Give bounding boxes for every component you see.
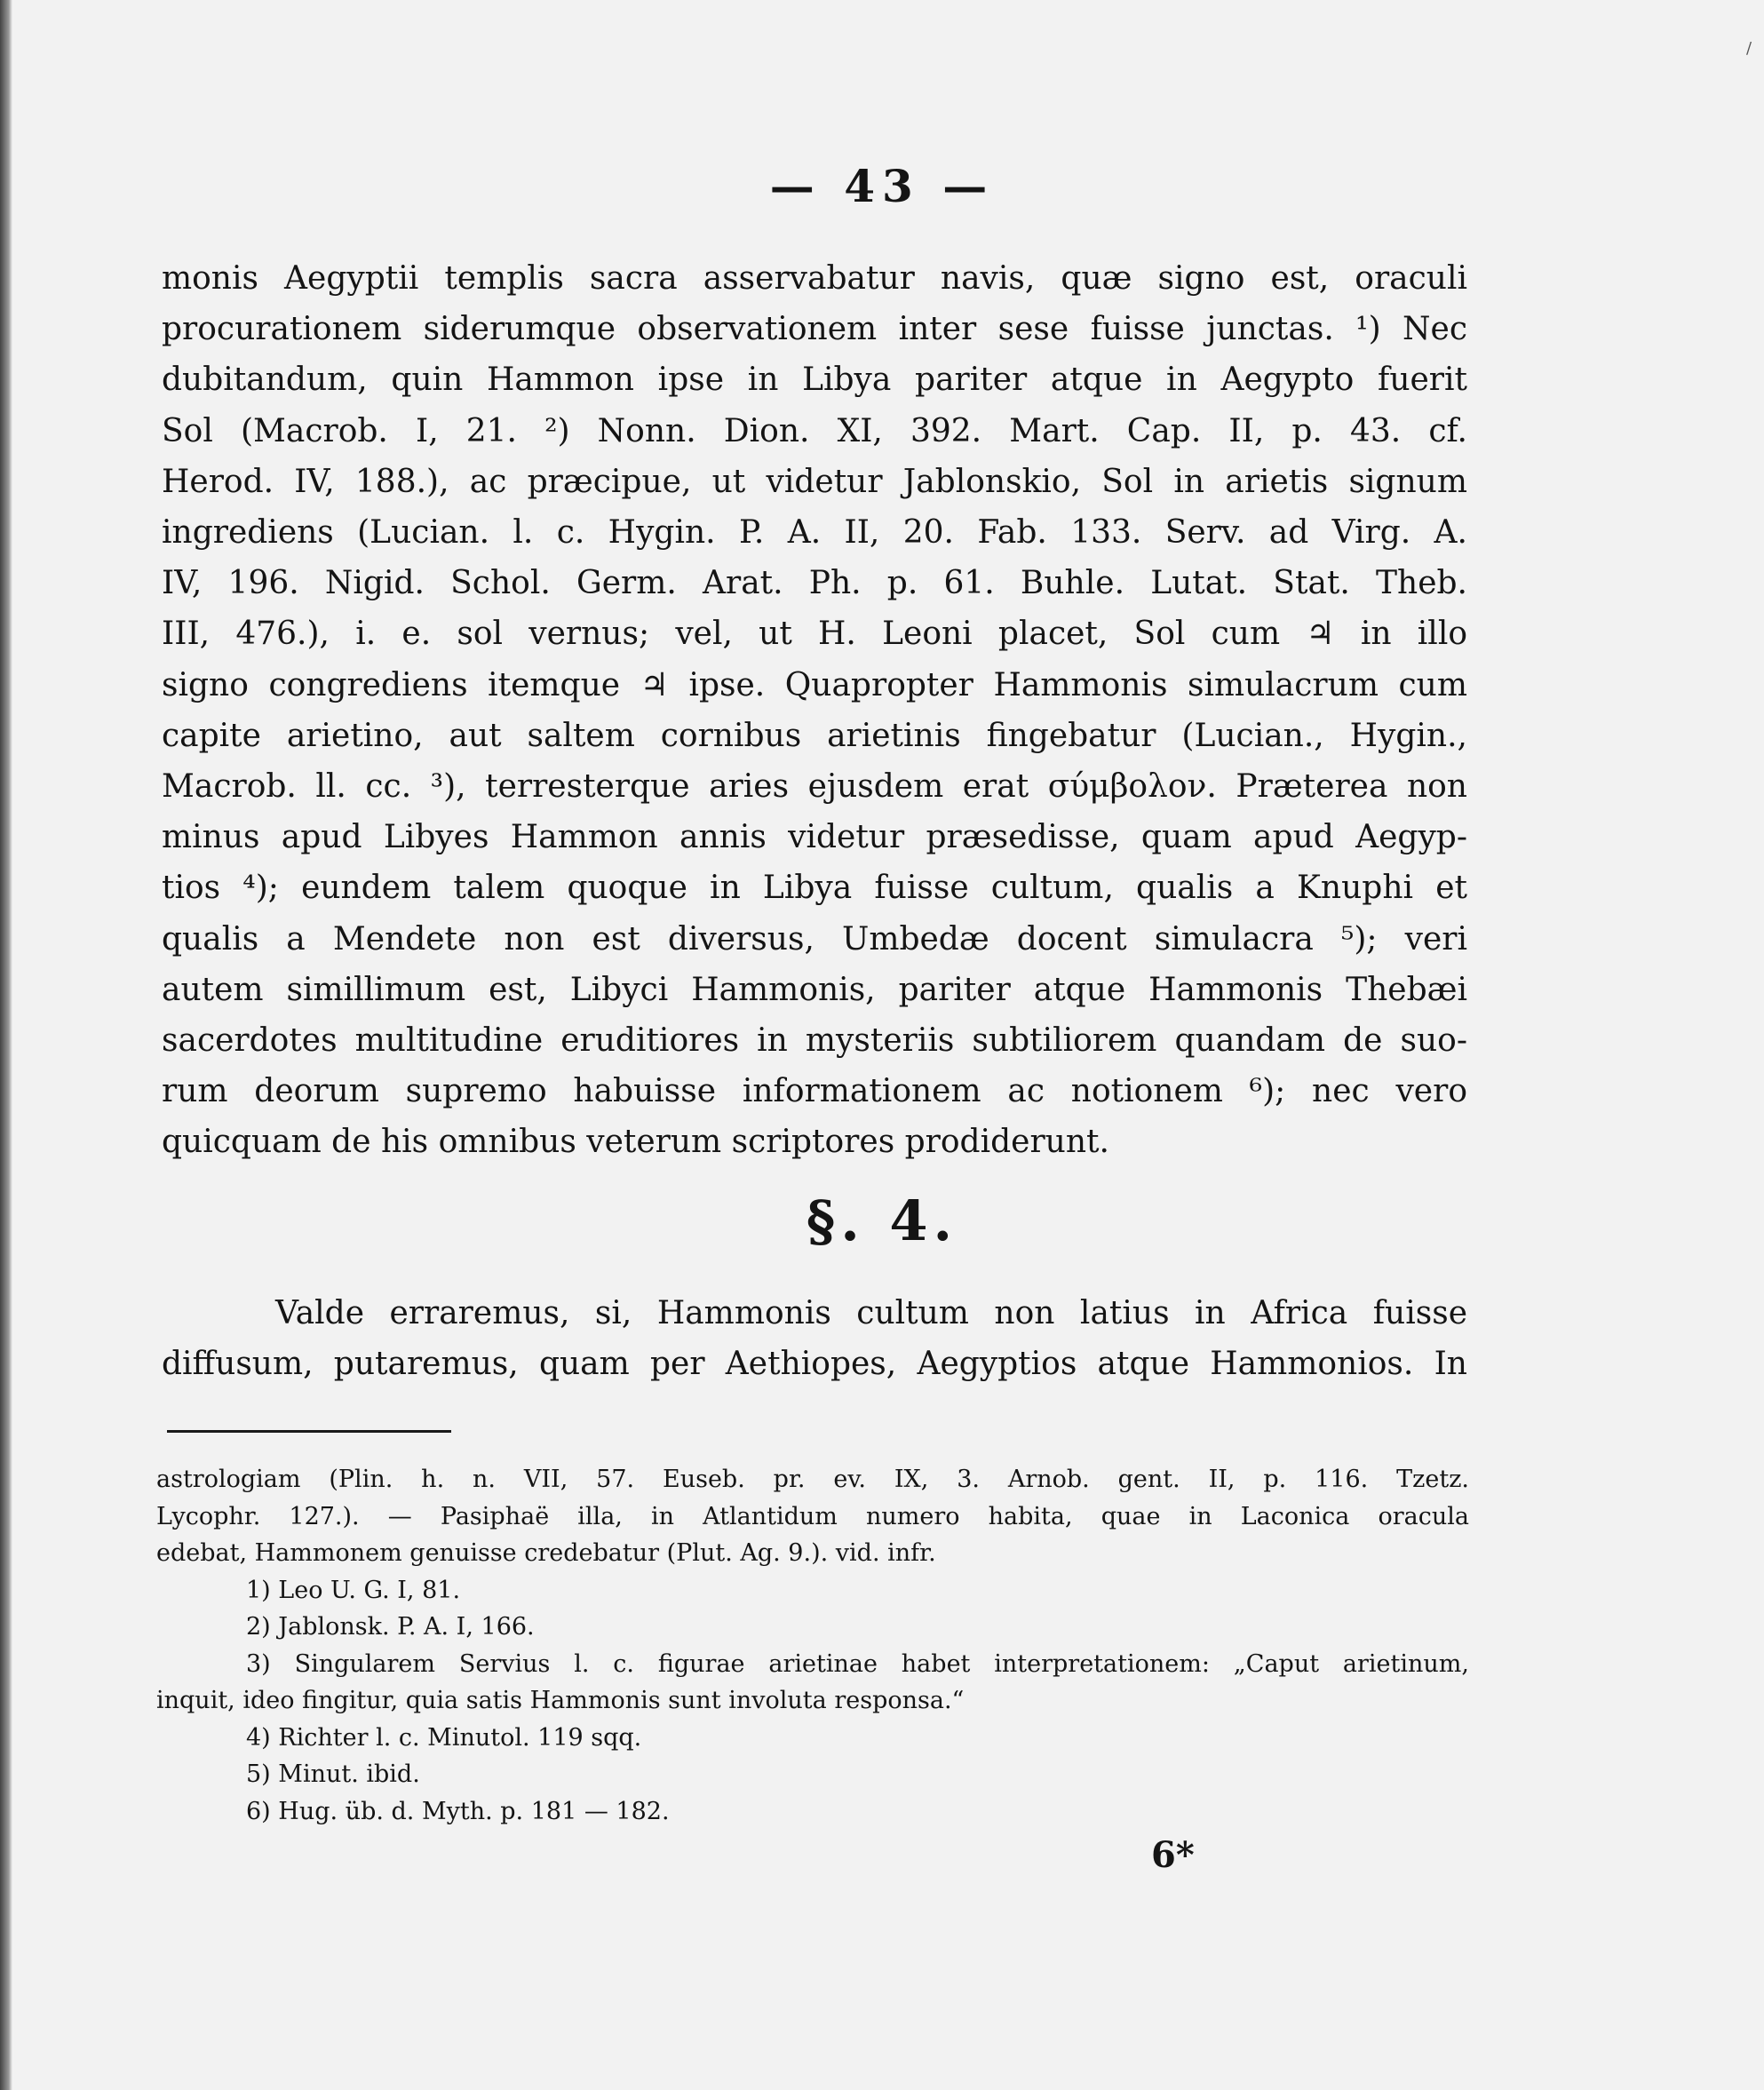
text-line: qualis a Mendete non est diversus, Umbedæ docent simulacra ⁵); veri	[162, 920, 1467, 958]
text-line: capite arietino, aut saltem cornibus arietinis fingebatur (Lucian., Hygin.,	[162, 717, 1467, 754]
footnote-continuation-line: astrologiam (Plin. h. n. VII, 57. Euseb. pr. ev. IX, 3. Arnob. gent. II, p. 116. Tzetz.	[156, 1466, 1469, 1493]
section-heading: §. 4.	[806, 1188, 958, 1253]
footnote-continuation-line: Lycophr. 127.). — Pasiphaë illa, in Atlantidum numero habita, quae in Laconica oracula	[156, 1502, 1469, 1530]
text-line: signo congrediens itemque ♃ ipse. Quapropter Hammonis simulacrum cum	[162, 666, 1467, 703]
text-line: III, 476.), i. e. sol vernus; vel, ut H. Leoni placet, Sol cum ♃ in illo	[162, 616, 1467, 653]
text-line: sacerdotes multitudine eruditiores in mysteriis subtiliorem quandam de suo-	[162, 1022, 1467, 1060]
text-line: diffusum, putaremus, quam per Aethiopes, Aegyptios atque Hammonios. In	[162, 1346, 1467, 1382]
footnote-3: 3) Singularem Servius l. c. figurae arietinae habet interpretationem: „Caput arietinum,	[246, 1649, 1469, 1678]
section-text	[162, 1288, 1467, 1389]
footnote-3-continuation: inquit, ideo fingitur, quia satis Hammonis sunt involuta responsa.“	[156, 1687, 965, 1714]
footnote-4: 4) Richter l. c. Minutol. 119 sqq.	[246, 1723, 642, 1752]
footnote-continuation-line: edebat, Hammonem genuisse credebatur (Plut. Ag. 9.). vid. infr.	[156, 1539, 936, 1567]
corner-mark: /	[1746, 39, 1752, 58]
text-line: tios ⁴); eundem talem quoque in Libya fuisse cultum, qualis a Knuphi et	[162, 870, 1467, 907]
text-line: ingrediens (Lucian. l. c. Hygin. P. A. II, 20. Fab. 133. Serv. ad Virg. A.	[162, 514, 1467, 552]
footnote-6: 6) Hug. üb. d. Myth. p. 181 — 182.	[246, 1797, 670, 1825]
signature-mark: 6*	[1151, 1834, 1195, 1876]
footnote-2: 2) Jablonsk. P. A. I, 166.	[246, 1613, 535, 1641]
text-line: procurationem siderumque observationem inter sese fuisse junctas. ¹) Nec	[162, 311, 1467, 348]
text-line: minus apud Libyes Hammon annis videtur præsedisse, quam apud Aegyp-	[162, 819, 1467, 856]
footnote-5: 5) Minut. ibid.	[246, 1760, 420, 1788]
text-line: Herod. IV, 188.), ac præcipue, ut videtur Jablonskio, Sol in arietis signum	[162, 463, 1467, 500]
text-line: dubitandum, quin Hammon ipse in Libya pariter atque in Aegypto fuerit	[162, 362, 1467, 399]
text-line: Sol (Macrob. I, 21. ²) Nonn. Dion. XI, 392. Mart. Cap. II, p. 43. cf.	[162, 412, 1467, 449]
text-line: autem simillimum est, Libyci Hammonis, pariter atque Hammonis Thebæi	[162, 971, 1467, 1008]
text-line: Valde erraremus, si, Hammonis cultum non latius in Africa fuisse	[275, 1295, 1467, 1331]
footnotes	[156, 1461, 1469, 1830]
footnote-rule	[167, 1430, 451, 1433]
text-line: rum deorum supremo habuisse informationem ac notionem ⁶); nec vero	[162, 1073, 1467, 1110]
text-line: monis Aegyptii templis sacra asservabatur navis, quæ signo est, oraculi	[162, 260, 1467, 297]
text-line: quicquam de his omnibus veterum scriptores prodiderunt.	[162, 1124, 1109, 1161]
footnote-1: 1) Leo U. G. I, 81.	[246, 1576, 461, 1604]
text-line: Macrob. ll. cc. ³), terresterque aries ejusdem erat σύμβολον. Præterea non	[162, 768, 1467, 806]
text-line: IV, 196. Nigid. Schol. Germ. Arat. Ph. p. 61. Buhle. Lutat. Stat. Theb.	[162, 565, 1467, 602]
main-text	[162, 253, 1467, 1168]
page-header: — 43 —	[769, 160, 995, 212]
page-binding-shadow	[0, 0, 12, 2090]
